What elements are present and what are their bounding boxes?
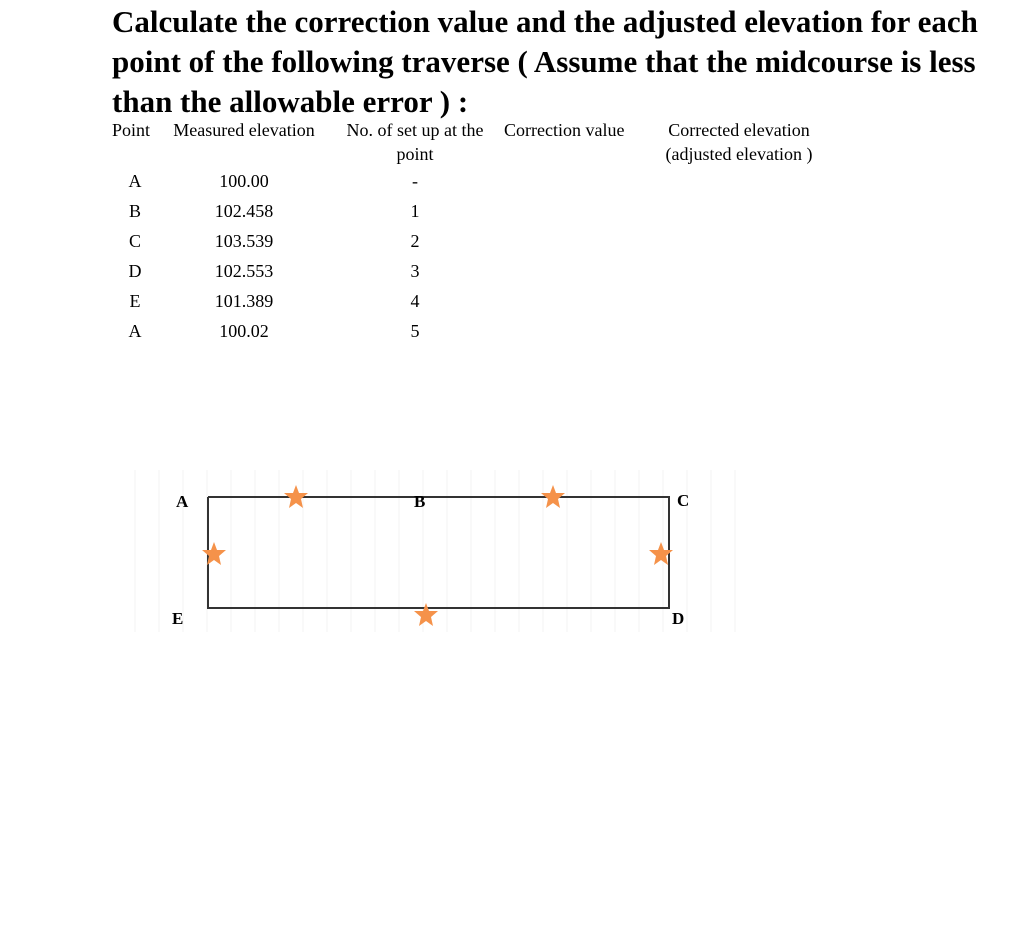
header-setups-line2: point (396, 144, 434, 164)
cell-point: D (128, 261, 142, 281)
cell-corrected (654, 256, 824, 286)
table-row (112, 226, 824, 256)
header-correction-value: Correction value (504, 120, 625, 140)
cell-setup: 4 (410, 291, 420, 311)
cell-measured: 100.02 (219, 321, 269, 341)
station-label-d: D (672, 609, 685, 628)
cell-point: A (128, 321, 142, 341)
setup-star-icon (202, 542, 226, 565)
header-corrected-line1: Corrected elevation (668, 120, 810, 140)
cell-setup: 1 (410, 201, 420, 221)
traverse-diagram (112, 470, 740, 632)
cell-setup: 5 (410, 321, 420, 341)
cell-point: E (129, 291, 141, 311)
table-header-row (112, 118, 824, 166)
station-label-e: E (172, 609, 184, 628)
elevation-table-container (112, 118, 832, 346)
header-setups-line1: No. of set up at the (346, 120, 484, 140)
cell-correction (500, 286, 654, 316)
header-corrected-line2: (adjusted elevation ) (665, 144, 813, 164)
table-row (112, 316, 824, 346)
cell-corrected (654, 196, 824, 226)
table-row (112, 286, 824, 316)
table-row (112, 256, 824, 286)
question-text: Calculate the correction value and the adjusted elevation for each point of the following traverse ( Assume that the midcourse is less than the allowable error ) : (112, 4, 978, 119)
elevation-table (112, 118, 824, 346)
cell-setup: 3 (410, 261, 420, 281)
cell-corrected (654, 226, 824, 256)
cell-setup: 2 (410, 231, 420, 251)
cell-corrected (654, 286, 824, 316)
cell-measured: 103.539 (214, 231, 274, 251)
cell-point: B (128, 201, 141, 221)
cell-measured: 100.00 (219, 171, 269, 191)
cell-point: A (128, 171, 142, 191)
cell-setup: - (412, 171, 418, 191)
cell-measured: 102.553 (214, 261, 274, 281)
header-setups (330, 118, 500, 166)
cell-point: C (128, 231, 141, 251)
cell-correction (500, 196, 654, 226)
cell-corrected (654, 166, 824, 196)
cell-correction (500, 256, 654, 286)
cell-measured: 102.458 (214, 201, 274, 221)
station-label-a: A (176, 492, 189, 511)
cell-measured: 101.389 (214, 291, 274, 311)
header-point: Point (112, 120, 151, 140)
traverse-loop-line (208, 497, 669, 608)
setup-star-icon (414, 603, 438, 626)
station-label-c: C (677, 491, 690, 510)
table-row (112, 196, 824, 226)
traverse-diagram-svg (112, 470, 740, 632)
cell-correction (500, 226, 654, 256)
table-row (112, 166, 824, 196)
header-corrected-elevation (654, 118, 824, 166)
cell-correction (500, 166, 654, 196)
header-measured-elevation: Measured elevation (173, 120, 315, 140)
station-label-b: B (414, 492, 426, 511)
cell-correction (500, 316, 654, 346)
cell-corrected (654, 316, 824, 346)
